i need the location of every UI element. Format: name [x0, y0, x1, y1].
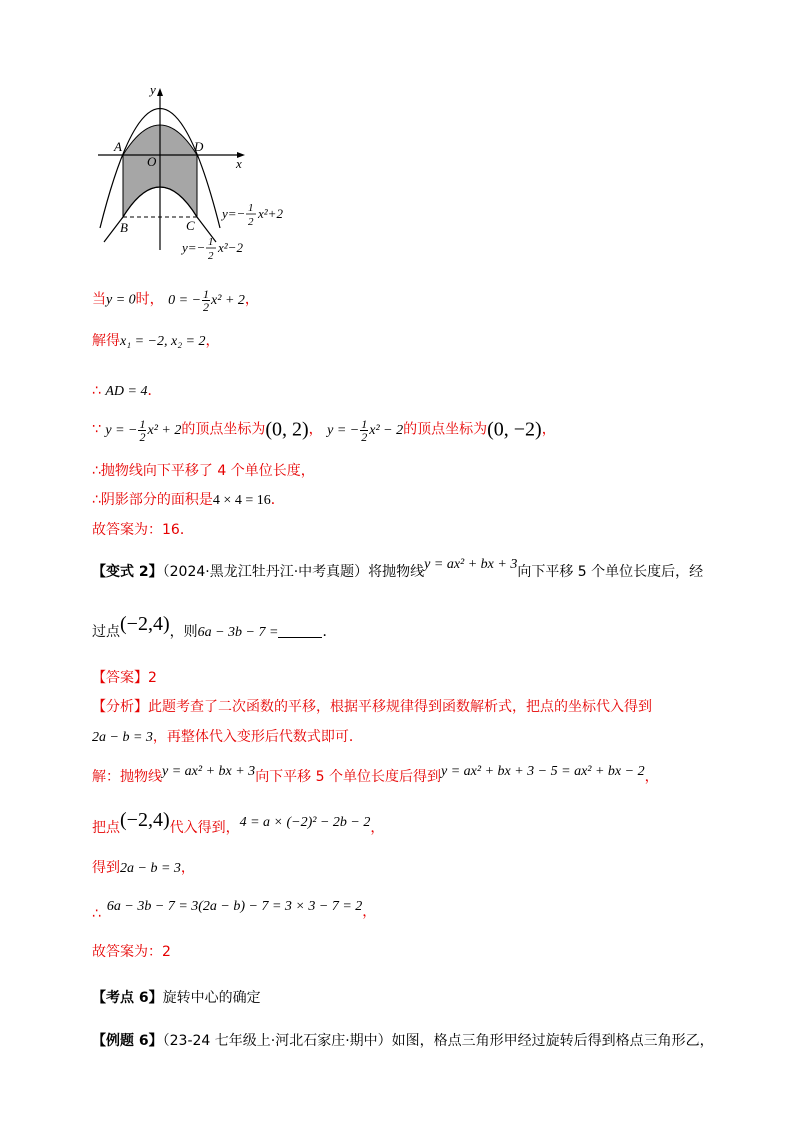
math-lower-parabola: y = − $\frac{1}{2}$ x² − 2	[327, 417, 404, 444]
variant2-point: (−2,4)	[120, 613, 170, 635]
math-zero-eq: 0 = − $\frac{1}{2}$ x² + 2	[168, 287, 245, 314]
example6-line	[92, 1031, 714, 1051]
variant2-answer: 【答案】2	[92, 670, 157, 686]
math-sol3-eq: 2a − b = 3	[120, 861, 181, 876]
math-sol1-eq2: y = ax² + bx + 3 − 5 = ax² + bx − 2	[441, 764, 645, 779]
vertex-1: (0, 2)	[265, 418, 309, 441]
math-sol2-eq: 4 = a × (−2)² − 2b − 2	[239, 815, 371, 830]
variant2-eq: y = ax² + bx + 3	[424, 557, 518, 572]
variant2-solution-1: 解：抛物线y = ax² + bx + 3向下平移 5 个单位长度后得到y = ax² + bx + 3 − 5 = ax² + bx − 2，	[92, 764, 659, 785]
example6-tag: 【例题 6】	[92, 1033, 163, 1049]
solution-line-7: 故答案为：16．	[92, 522, 194, 538]
variant2-analysis: 【分析】此题考查了二次函数的平移，根据平移规律得到函数解析式，把点的坐标代入得到	[92, 699, 652, 715]
point6-heading	[92, 988, 261, 1008]
upper-eq-lhs: y=−	[222, 206, 246, 221]
math-roots: x₁ = −2, x₂ = 2	[120, 334, 206, 349]
math-sol1-eq1: y = ax² + bx + 3	[162, 764, 256, 779]
math-y-eq-0: y = 0	[106, 292, 136, 308]
upper-frac-num: 1	[248, 202, 254, 214]
upper-frac-den: 2	[248, 216, 254, 228]
lower-frac-den: 2	[208, 250, 214, 260]
label-b: B	[120, 220, 128, 235]
point6-title: 旋转中心的确定	[162, 990, 261, 1006]
variant2-expr: 6a − 3b − 7 =	[197, 625, 279, 640]
math-sol4-eq: 6a − 3b − 7 = 3(2a − b) − 7 = 3 × 3 − 7 = 2	[106, 899, 363, 914]
lower-eq-rhs: x²−2	[218, 240, 243, 255]
math-ad: AD = 4	[105, 384, 148, 399]
lower-frac-num: 1	[208, 236, 214, 248]
solution-line-2: 解得x₁ = −2, x₂ = 2，	[92, 333, 220, 349]
answer-blank	[278, 623, 322, 638]
math-area: 4 × 4 = 16	[212, 493, 271, 508]
math-upper-parabola: y = − $\frac{1}{2}$ x² + 2	[105, 417, 182, 444]
math-2a-b-3: 2a − b = 3	[92, 730, 153, 745]
example6-text: （23-24 七年级上·河北石家庄·期中）如图，格点三角形甲经过旋转后得到格点三角形乙，	[162, 1033, 714, 1049]
label-a: A	[114, 139, 122, 154]
label-c: C	[186, 218, 195, 233]
variant2-final: 故答案为：2	[92, 944, 171, 960]
label-d: D	[194, 139, 204, 154]
variant2-solution-4: ∴ 6a − 3b − 7 = 3(2a − b) − 7 = 3 × 3 − 7 = 2，	[92, 899, 377, 922]
sol2-point: (−2,4)	[120, 809, 170, 831]
solution-line-5: ∴抛物线向下平移了 4 个单位长度，	[92, 463, 315, 479]
solution-line-3: ∴ AD = 4．	[92, 383, 162, 399]
label-y: y	[150, 82, 156, 97]
lower-eq-lhs: y=−	[182, 240, 206, 255]
variant2-solution-3: 得到2a − b = 3，	[92, 860, 195, 876]
variant2-line-1: 【变式 2】（2024·黑龙江牡丹江·中考真题）将抛物线y = ax² + bx + 3向下平移 5 个单位长度后，经	[92, 557, 704, 580]
parabola-figure	[90, 80, 330, 260]
variant2-line-2: 过点(−2,4)，则6a − 3b − 7 = ．	[92, 613, 337, 640]
vertex-2: (0, −2)	[487, 418, 542, 441]
variant2-analysis-2: 2a − b = 3，再整体代入变形后代数式即可．	[92, 729, 363, 745]
variant2-tag: 【变式 2】	[92, 564, 163, 580]
label-x: x	[236, 156, 242, 171]
y-axis-arrow-icon	[157, 88, 163, 96]
label-o: O	[147, 154, 157, 169]
point6-tag: 【考点 6】	[92, 990, 163, 1006]
solution-line-4: ∵ y = − $\frac{1}{2}$ x² + 2的顶点坐标为(0, 2)， y = − $\frac{1}{2}$ x² − 2的顶点坐标为(0, −2)，	[92, 417, 556, 444]
solution-line-6: ∴阴影部分的面积是4 × 4 = 16．	[92, 492, 285, 508]
upper-eq-rhs: x²+2	[258, 206, 283, 221]
variant2-solution-2: 把点(−2,4)代入得到，4 = a × (−2)² − 2b − 2，	[92, 809, 385, 836]
solution-line-1: 当y = 0时， 0 = − $\frac{1}{2}$ x² + 2，	[92, 287, 259, 314]
